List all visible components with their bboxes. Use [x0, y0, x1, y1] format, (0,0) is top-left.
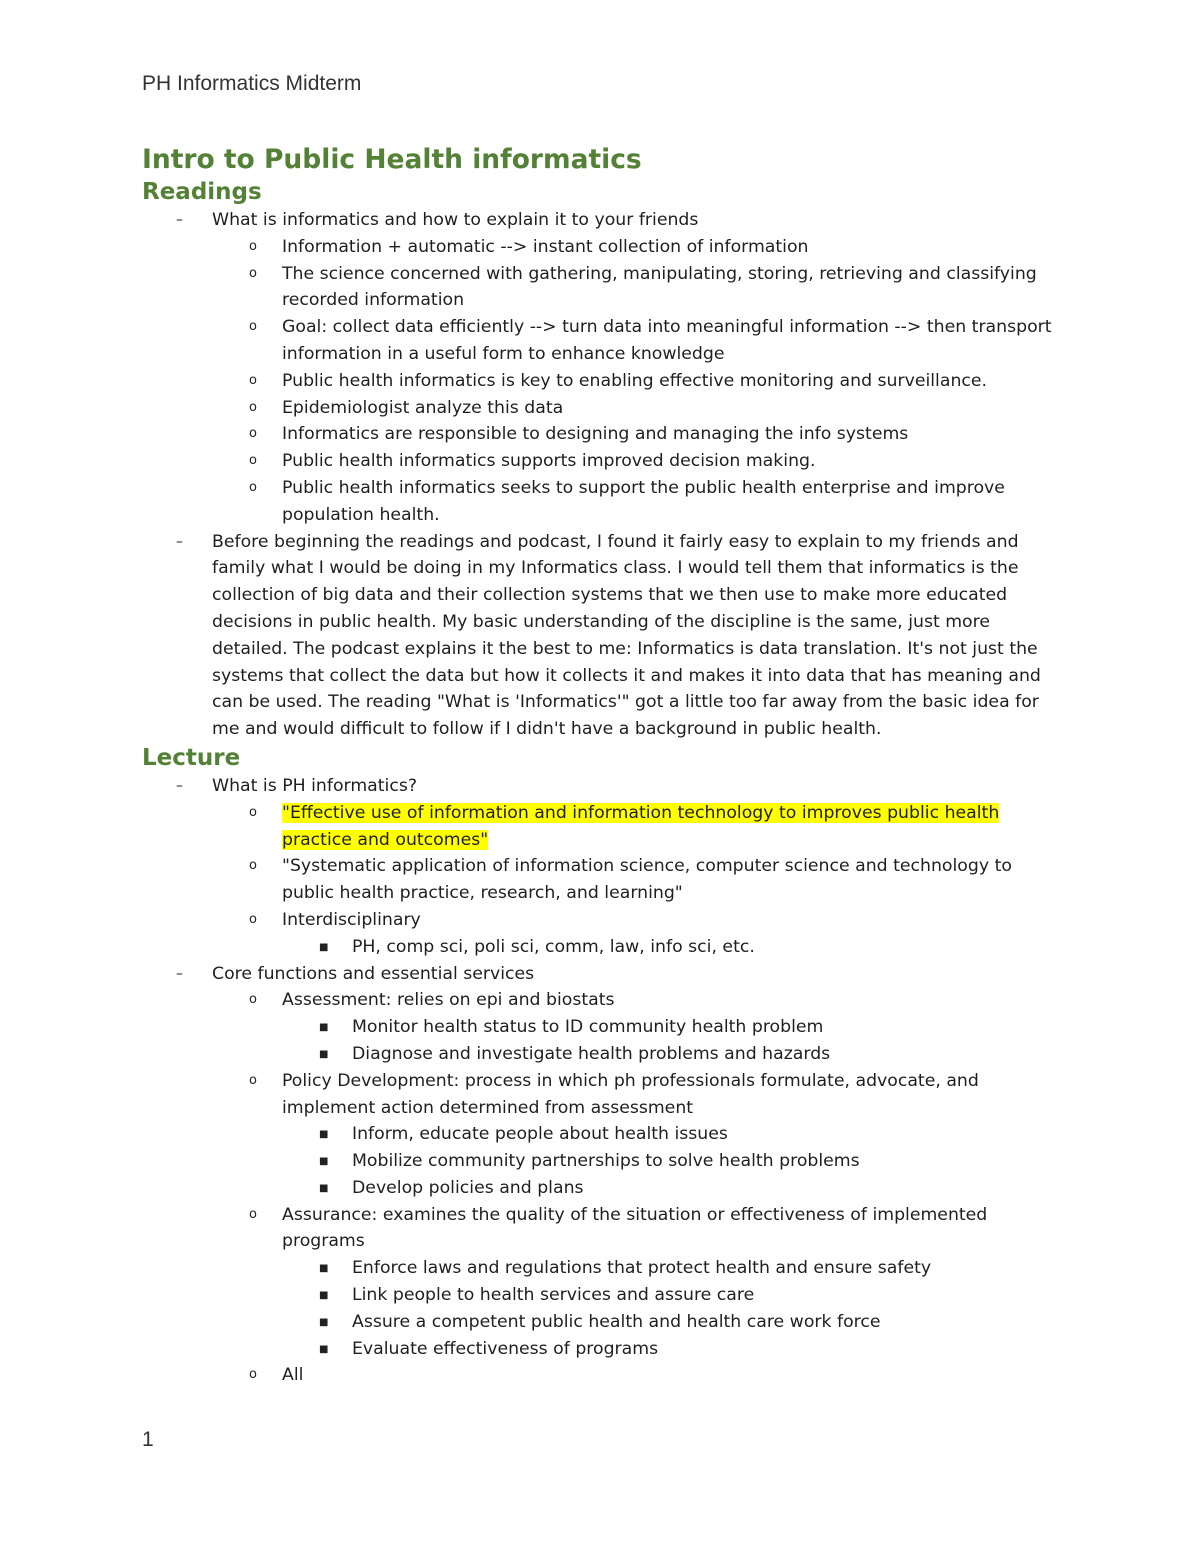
list-item-text: PH, comp sci, poli sci, comm, law, info sci, etc.: [352, 936, 755, 957]
circle-bullet-icon: o: [249, 372, 257, 388]
dash-bullet-icon: –: [176, 533, 183, 550]
list-item: [142, 529, 1062, 743]
list-item: [212, 853, 1062, 907]
document-title: Intro to Public Health informatics: [142, 144, 642, 175]
sub-list: [212, 234, 1062, 529]
list-item: [282, 1282, 1062, 1309]
list-item-text: Public health informatics supports improved decision making.: [282, 451, 816, 472]
list-item-text: Mobilize community partnerships to solve health problems: [352, 1151, 860, 1172]
list-item: [282, 1148, 1062, 1175]
list-item: [212, 395, 1062, 422]
dash-bullet-icon: –: [176, 965, 183, 982]
list-item-text: What is informatics and how to explain it to your friends: [212, 210, 699, 230]
sub-sub-list: [282, 1014, 1062, 1068]
list-item-text: "Systematic application of information science, computer science and technology to public health practice, research, and learning": [282, 856, 1012, 904]
list-item: [212, 1202, 1062, 1363]
list-item-text: Policy Development: process in which ph professionals formulate, advocate, and implement action determined from assessment: [282, 1070, 979, 1118]
list-item-text: Public health informatics is key to enabling effective monitoring and surveillance.: [282, 370, 988, 391]
list-item: [282, 1121, 1062, 1148]
circle-bullet-icon: o: [249, 1367, 257, 1383]
circle-bullet-icon: o: [249, 453, 257, 469]
list-item-text: All: [282, 1365, 304, 1386]
list-item-text: Goal: collect data efficiently --> turn data into meaningful information --> then transport information in a useful form to enhance knowledge: [282, 317, 1052, 364]
circle-bullet-icon: o: [249, 804, 257, 820]
circle-bullet-icon: o: [249, 1072, 257, 1088]
list-item-text: Evaluate effectiveness of programs: [352, 1338, 659, 1359]
sub-sub-list: [282, 1255, 1062, 1362]
list-item: [142, 207, 1062, 529]
square-bullet-icon: ■: [319, 941, 329, 953]
list-item-text: Public health informatics seeks to support the public health enterprise and improve population health.: [282, 477, 1005, 525]
circle-bullet-icon: o: [249, 1206, 257, 1222]
square-bullet-icon: ■: [319, 1156, 329, 1168]
section-heading-lecture: Lecture: [142, 744, 241, 771]
circle-bullet-icon: o: [249, 992, 257, 1008]
list-item-text: Monitor health status to ID community health problem: [352, 1017, 824, 1038]
list-item-text: Interdisciplinary: [282, 909, 421, 930]
list-item-text: Enforce laws and regulations that protect health and ensure safety: [352, 1258, 932, 1279]
list-item-text: Link people to health services and assure care: [352, 1285, 755, 1306]
list-item: [212, 907, 1062, 961]
list-item: [212, 475, 1062, 529]
list-item-text: Assurance: examines the quality of the situation or effectiveness of implemented programs: [282, 1204, 988, 1252]
square-bullet-icon: ■: [319, 1316, 329, 1328]
list-item: [142, 961, 1062, 1390]
highlighted-text: "Effective use of information and information technology to improves public health practice and outcomes": [282, 802, 1000, 850]
list-item: [212, 448, 1062, 475]
circle-bullet-icon: o: [249, 479, 257, 495]
list-item-text: Assure a competent public health and health care work force: [352, 1311, 881, 1332]
list-item-text: The science concerned with gathering, manipulating, storing, retrieving and classifying recorded information: [282, 263, 1037, 311]
lecture-list: [142, 773, 1062, 1389]
square-bullet-icon: ■: [319, 1343, 329, 1355]
square-bullet-icon: ■: [319, 1129, 329, 1141]
list-item: [212, 368, 1062, 395]
dash-bullet-icon: –: [176, 212, 183, 228]
square-bullet-icon: ■: [319, 1048, 329, 1060]
section-heading-readings: Readings: [142, 179, 262, 205]
list-item: [282, 1255, 1062, 1282]
list-item: [212, 314, 1062, 368]
square-bullet-icon: ■: [319, 1290, 329, 1302]
circle-bullet-icon: o: [249, 265, 257, 281]
document-body: [142, 143, 1062, 1389]
list-item-text: Inform, educate people about health issues: [352, 1124, 728, 1145]
square-bullet-icon: ■: [319, 1182, 329, 1194]
circle-bullet-icon: o: [249, 238, 257, 254]
list-item-text: Informatics are responsible to designing and managing the info systems: [282, 424, 909, 445]
circle-bullet-icon: o: [249, 399, 257, 415]
list-item: [212, 1362, 1062, 1389]
list-item: [282, 1336, 1062, 1363]
list-item-text: Assessment: relies on epi and biostats: [282, 990, 615, 1011]
list-item: [212, 234, 1062, 261]
square-bullet-icon: ■: [319, 1022, 329, 1034]
sub-sub-list: [282, 934, 1062, 961]
circle-bullet-icon: o: [249, 858, 257, 874]
list-item-text: Develop policies and plans: [352, 1177, 584, 1198]
list-item: [212, 800, 1062, 854]
square-bullet-icon: ■: [319, 1263, 329, 1275]
list-item-text: Epidemiologist analyze this data: [282, 397, 564, 418]
list-item-text: Diagnose and investigate health problems and hazards: [352, 1043, 831, 1064]
page-number: 1: [142, 1428, 154, 1451]
readings-list: [142, 207, 1062, 743]
list-item-text: Before beginning the readings and podcast, I found it fairly easy to explain to my friends and family what I would be doing in my Informatics class. I would tell them that informatics is the collection of big data and their collection systems that we then use to make more educated decisions in public health. My basic understanding of the discipline is the same, just more detailed. The podcast explains it the best to me: Informatics is data translation. It's not just the systems that collect the data but how it collects it and makes it into data that has meaning and can be used. The reading "What is 'Informatics'" got a little too far away from the basic idea for me and would difficult to follow if I didn't have a background in public health.: [212, 531, 1041, 740]
sub-list: [212, 800, 1062, 961]
sub-sub-list: [282, 1121, 1062, 1201]
circle-bullet-icon: o: [249, 426, 257, 442]
running-header: PH Informatics Midterm: [142, 72, 362, 95]
list-item: [282, 1014, 1062, 1041]
circle-bullet-icon: o: [249, 911, 257, 927]
list-item: [282, 1041, 1062, 1068]
list-item: [282, 934, 1062, 961]
list-item: [282, 1309, 1062, 1336]
list-item: [212, 1068, 1062, 1202]
list-item-text: Core functions and essential services: [212, 963, 535, 984]
sub-list: [212, 987, 1062, 1389]
list-item: [212, 987, 1062, 1067]
list-item-text: What is PH informatics?: [212, 775, 417, 796]
list-item: [212, 421, 1062, 448]
dash-bullet-icon: –: [176, 777, 183, 794]
list-item: [142, 773, 1062, 961]
circle-bullet-icon: o: [249, 319, 257, 335]
list-item-text: Information + automatic --> instant collection of information: [282, 236, 809, 257]
list-item: [212, 261, 1062, 315]
list-item: [282, 1175, 1062, 1202]
